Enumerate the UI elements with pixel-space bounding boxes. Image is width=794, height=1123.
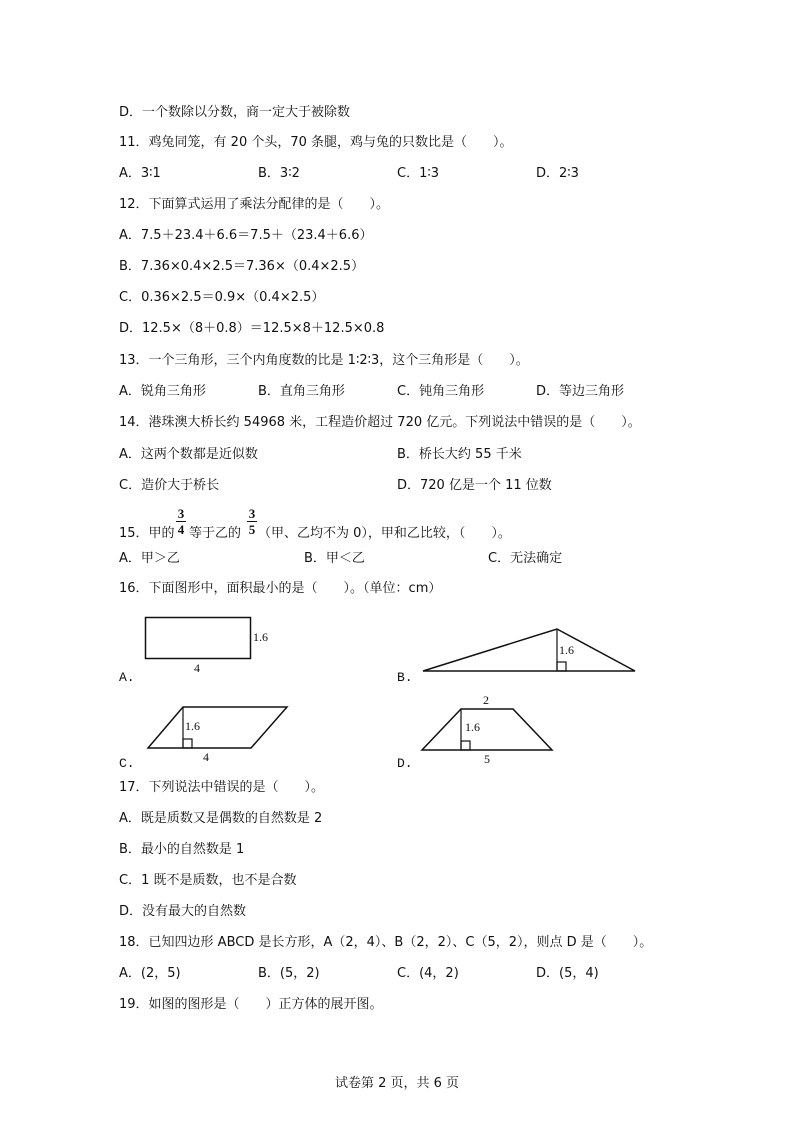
q14-option-a[interactable]: A．这两个数都是近似数	[119, 447, 258, 462]
q12-option-c[interactable]: C．0.36×2.5＝0.9×（0.4×2.5）	[119, 290, 325, 305]
q15-fraction-2-numerator: 3	[248, 506, 256, 521]
q15-option-b[interactable]: B．甲＜乙	[304, 551, 365, 566]
q12-stem: 12．下面算式运用了乘法分配律的是（ ）。	[119, 197, 390, 212]
q16-option-d[interactable]: D.	[397, 756, 413, 771]
page-footer: 试卷第 2 页，共 6 页	[334, 1076, 460, 1091]
triangle-height-label: 1.6	[559, 643, 574, 657]
q15-stem-part2: 等于乙的	[189, 526, 242, 541]
q12-option-b[interactable]: B．7.36×0.4×2.5＝7.36×（0.4×2.5）	[119, 259, 365, 274]
q15-fraction-1-denominator: 4	[177, 522, 185, 537]
q15-fraction-2	[247, 507, 257, 536]
q13-option-a[interactable]: A．锐角三角形	[119, 384, 206, 399]
q18-option-c[interactable]: C．(4，2)	[397, 966, 459, 981]
q12-option-d[interactable]: D．12.5×（8＋0.8）＝12.5×8＋12.5×0.8	[119, 321, 385, 336]
q13-option-d[interactable]: D．等边三角形	[536, 384, 625, 399]
q17-option-c[interactable]: C．1 既不是质数，也不是合数	[119, 873, 297, 888]
q17-option-b[interactable]: B．最小的自然数是 1	[119, 842, 245, 857]
q11-option-b[interactable]: B．3∶2	[258, 166, 300, 181]
q18-stem: 18．已知四边形 ABCD 是长方形，A（2，4）、B（2，2）、C（5，2），则点 D 是（ ）。	[119, 935, 653, 950]
parallelogram-figure	[145, 703, 290, 753]
q10-option-d: D．一个数除以分数，商一定大于被除数	[119, 105, 351, 120]
q15-stem-part3: （甲、乙均不为 0），甲和乙比较，（ ）。	[258, 526, 511, 541]
trapezoid-base-label: 5	[484, 752, 490, 766]
q13-stem: 13．一个三角形，三个内角度数的比是 1∶2∶3，这个三角形是（ ）。	[119, 353, 529, 368]
q18-option-b[interactable]: B．(5，2)	[258, 966, 320, 981]
rect-base-label: 4	[194, 661, 200, 675]
q18-option-d[interactable]: D．(5，4)	[536, 966, 599, 981]
q16-option-b[interactable]: B.	[397, 670, 413, 685]
q17-stem: 17．下列说法中错误的是（ ）。	[119, 780, 325, 795]
q17-option-d[interactable]: D．没有最大的自然数	[119, 904, 247, 919]
q13-option-b[interactable]: B．直角三角形	[258, 384, 345, 399]
parallelogram-base-label: 4	[203, 750, 209, 764]
q19-stem: 19．如图的图形是（ ）正方体的展开图。	[119, 997, 383, 1012]
q14-option-d[interactable]: D．720 亿是一个 11 位数	[397, 478, 552, 493]
rect-height-label: 1.6	[253, 630, 268, 644]
q14-option-b[interactable]: B．桥长大约 55 千米	[397, 447, 522, 462]
q15-fraction-2-denominator: 5	[248, 522, 256, 537]
q18-option-a[interactable]: A．(2，5)	[119, 966, 181, 981]
q13-option-c[interactable]: C．钝角三角形	[397, 384, 485, 399]
q15-option-a[interactable]: A．甲＞乙	[119, 551, 180, 566]
q15-option-c[interactable]: C．无法确定	[488, 551, 563, 566]
q11-option-c[interactable]: C．1∶3	[397, 166, 440, 181]
q11-option-d[interactable]: D．2∶3	[536, 166, 579, 181]
q14-stem: 14．港珠澳大桥长约 54968 米，工程造价超过 720 亿元。下列说法中错误的是（ ）。	[119, 415, 641, 430]
q15-fraction-1	[176, 507, 186, 536]
q16-option-a[interactable]: A.	[119, 670, 135, 685]
q15-fraction-1-numerator: 3	[177, 506, 185, 521]
q11-option-a[interactable]: A．3∶1	[119, 166, 161, 181]
q15-stem-part1: 15．甲的	[119, 526, 175, 541]
trapezoid-height-label: 1.6	[465, 720, 480, 734]
q17-option-a[interactable]: A．既是质数又是偶数的自然数是 2	[119, 811, 323, 826]
q16-stem: 16．下面图形中，面积最小的是（ ）。（单位：cm）	[119, 581, 442, 596]
q12-option-a[interactable]: A．7.5＋23.4＋6.6＝7.5＋（23.4＋6.6）	[119, 228, 373, 243]
triangle-figure	[420, 625, 640, 675]
q16-option-c[interactable]: C.	[119, 756, 135, 771]
trapezoid-top-label: 2	[483, 693, 489, 707]
parallelogram-height-label: 1.6	[185, 719, 200, 733]
q14-option-c[interactable]: C．造价大于桥长	[119, 478, 220, 493]
trapezoid-figure	[418, 705, 558, 753]
q11-stem: 11．鸡兔同笼，有 20 个头，70 条腿，鸡与兔的只数比是（ ）。	[119, 135, 513, 150]
